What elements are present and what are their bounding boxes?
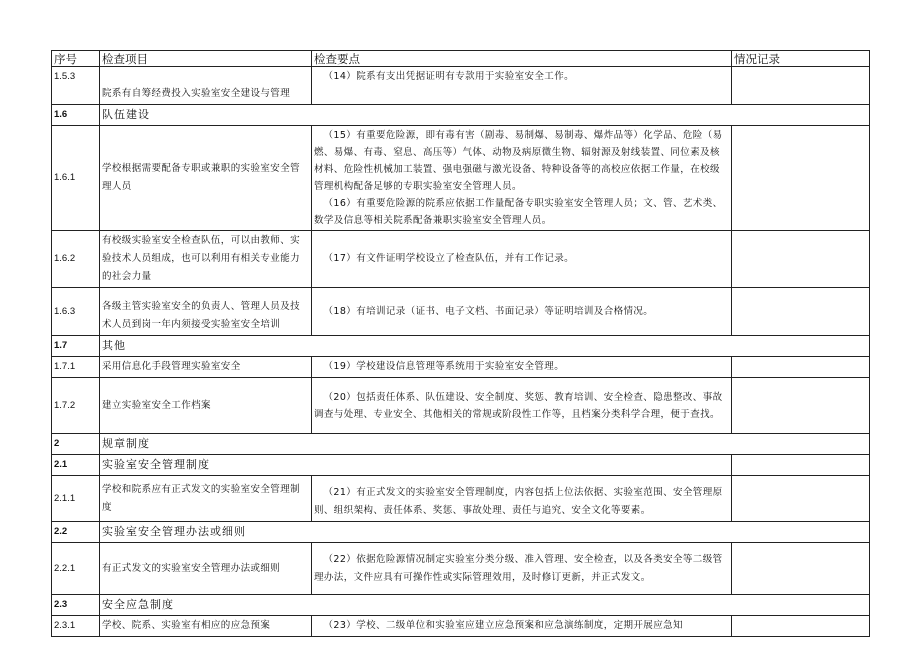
record-cell[interactable] (732, 378, 870, 434)
table-row (52, 231, 870, 288)
row-id: 1.6.2 (52, 231, 100, 288)
point-text: （14）院系有支出凭据证明有专款用于实验室安全工作。 (323, 71, 574, 82)
point-text: （20）包括责任体系、队伍建设、安全制度、奖惩、教育培训、安全检查、隐患整改、事故调查与处理、专业安全、其他相关的常规或阶段性工作等，且档案分类科学合理，便于查找。 (314, 391, 723, 420)
table-row (52, 543, 870, 595)
record-cell[interactable] (732, 357, 870, 378)
section-row (52, 455, 870, 476)
section-title: 规章制度 (100, 434, 870, 455)
row-item: 有正式发文的实验室安全管理办法或细则 (100, 543, 312, 595)
header-record: 情况记录 (732, 51, 870, 67)
section-title: 安全应急制度 (100, 595, 870, 616)
section-row (52, 434, 870, 455)
row-id: 1.7.1 (52, 357, 100, 378)
table-row (52, 476, 870, 522)
table-row (52, 126, 870, 231)
point-text: （19）学校建设信息管理等系统用于实验室安全管理。 (323, 361, 565, 372)
record-cell[interactable] (732, 288, 870, 336)
row-item: 学校、院系、实验室有相应的应急预案 (100, 616, 312, 637)
section-id: 2 (52, 434, 100, 455)
row-item: 采用信息化手段管理实验室安全 (100, 357, 312, 378)
record-cell[interactable] (732, 476, 870, 522)
blank-cell (732, 455, 870, 476)
row-point (312, 476, 732, 522)
row-id: 1.6.3 (52, 288, 100, 336)
section-title: 其他 (100, 336, 870, 357)
point-text: （18）有培训记录（证书、电子文档、书面记录）等证明培训及合格情况。 (323, 305, 654, 317)
record-cell[interactable] (732, 543, 870, 595)
section-row (52, 336, 870, 357)
section-title: 队伍建设 (100, 105, 870, 126)
point-text: （22）依据危险源情况制定实验室分类分级、准入管理、安全检查，以及各类安全等二级管理办法，文件应具有可操作性或实际管理效用，及时修订更新，并正式发文。 (314, 553, 723, 583)
record-cell[interactable] (732, 126, 870, 231)
point-text: （17）有文件证明学校设立了检查队伍，并有工作记录。 (323, 253, 574, 264)
row-id: 1.6.1 (52, 126, 100, 231)
row-point (312, 126, 732, 231)
row-id: 2.2.1 (52, 543, 100, 595)
header-seq: 序号 (52, 51, 100, 67)
table-row (52, 378, 870, 434)
section-title: 实验室安全管理制度 (100, 455, 732, 476)
record-cell[interactable] (732, 616, 870, 637)
section-id: 2.1 (52, 455, 100, 476)
point-text: （23）学校、二级单位和实验室应建立应急预案和应急演练制度，定期开展应急知 (323, 620, 683, 631)
section-title: 实验室安全管理办法或细则 (100, 522, 870, 543)
section-id: 1.7 (52, 336, 100, 357)
section-row (52, 522, 870, 543)
row-item: 建立实验室安全工作档案 (100, 378, 312, 434)
point-text: （15）有重要危险源，即有毒有害（剧毒、易制爆、易制毒、爆炸品等）化学品、危险（易燃、易爆、有毒、窒息、高压等）气体、动物及病原微生物、辐射源及射线装置、同位素及核材料、危险性机械加工装置、强电强磁与激光设备、特种设备等的高校应依据工作量，在校级管理机构配备足够的专职实验室安全管理人员。 (314, 130, 723, 192)
row-id: 2.1.1 (52, 476, 100, 522)
table-row (52, 67, 870, 105)
header-item: 检查项目 (100, 51, 312, 67)
record-cell[interactable] (732, 231, 870, 288)
row-id: 2.3.1 (52, 616, 100, 637)
row-point (312, 288, 732, 336)
point-text: （21）有正式发文的实验室安全管理制度，内容包括上位法依据、实验室范围、安全管理原则、组织架构、责任体系、奖惩、事故处理、责任与追究、安全文化等要素。 (314, 487, 723, 516)
record-cell[interactable] (732, 67, 870, 105)
row-id: 1.7.2 (52, 378, 100, 434)
row-point (312, 616, 732, 637)
section-id: 2.2 (52, 522, 100, 543)
header-row (52, 51, 870, 67)
row-point (312, 543, 732, 595)
row-point (312, 357, 732, 378)
row-item: 院系有自筹经费投入实验室安全建设与管理 (100, 67, 312, 105)
row-point (312, 231, 732, 288)
section-row (52, 105, 870, 126)
table-row (52, 357, 870, 378)
row-point (312, 378, 732, 434)
row-item: 各级主管实验室安全的负责人、管理人员及技术人员到岗一年内须接受实验室安全培训 (100, 288, 312, 336)
table-row (52, 616, 870, 637)
row-id: 1.5.3 (52, 67, 100, 105)
section-id: 2.3 (52, 595, 100, 616)
section-row (52, 595, 870, 616)
header-point: 检查要点 (312, 51, 732, 67)
row-item: 有校级实验室安全检查队伍，可以由教师、实验技术人员组成，也可以利用有相关专业能力的社会力量 (100, 231, 312, 288)
row-item: 学校和院系应有正式发文的实验室安全管理制度 (100, 476, 312, 522)
table-row (52, 288, 870, 336)
row-item: 学校根据需要配备专职或兼职的实验室安全管理人员 (100, 126, 312, 231)
inspection-table (51, 50, 870, 637)
row-point (312, 67, 732, 105)
section-id: 1.6 (52, 105, 100, 126)
point-text: （16）有重要危险源的院系应依据工作量配备专职实验室安全管理人员；文、管、艺术类、数学及信息等相关院系配备兼职实验室安全管理人员。 (314, 198, 723, 226)
